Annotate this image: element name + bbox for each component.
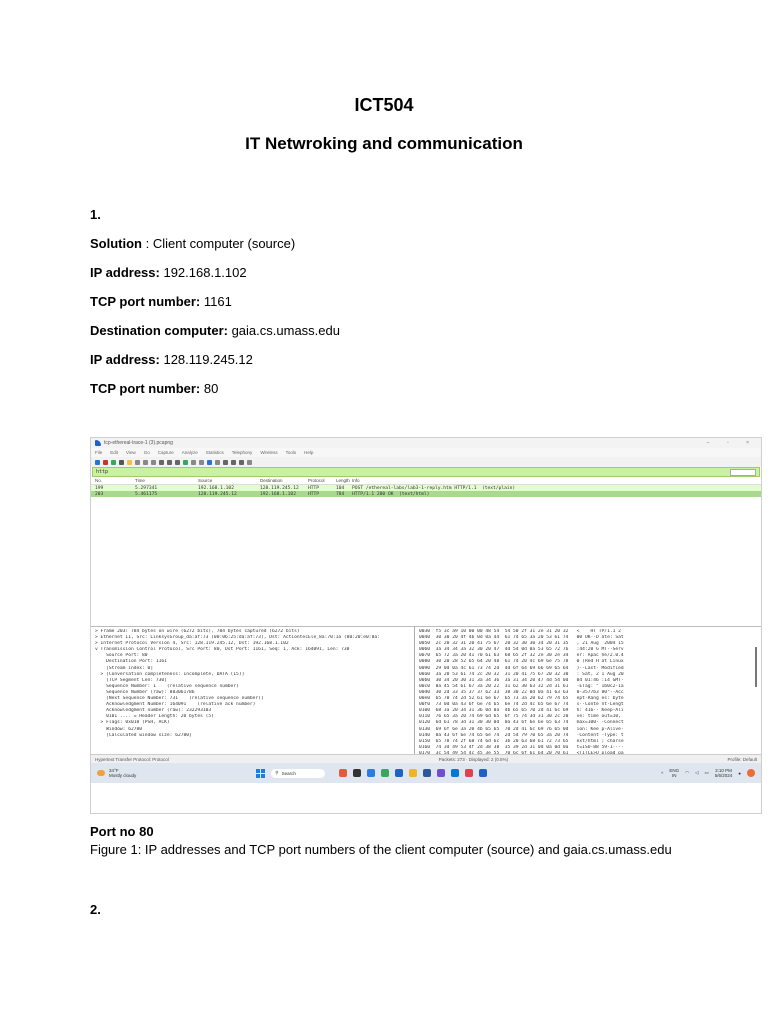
ws-toolbar	[91, 457, 761, 467]
detail-line[interactable]: Sequence Number (raw): 883061786	[95, 689, 195, 695]
line-label: IP address:	[90, 265, 160, 280]
restart-capture-icon[interactable]	[111, 460, 116, 465]
search-icon: ⚲	[275, 770, 279, 775]
go-forward-icon[interactable]	[175, 460, 180, 465]
detail-line[interactable]: [Stream index: 0]	[95, 665, 154, 671]
options-icon[interactable]	[119, 460, 124, 465]
battery-icon[interactable]: ▭	[704, 770, 709, 775]
menu-help[interactable]: Help	[304, 450, 314, 455]
packet-no: 199	[95, 485, 104, 491]
filter-apply-button[interactable]	[730, 469, 756, 476]
source-port-line	[90, 294, 232, 309]
taskbar-apps	[339, 769, 487, 777]
status-profile[interactable]: Profile: Default	[727, 756, 757, 762]
go-back-icon[interactable]	[167, 460, 172, 465]
col-length[interactable]: Length	[336, 478, 350, 483]
taskbar-search[interactable]	[271, 769, 325, 778]
destination-ip-line	[90, 352, 253, 367]
weather-desc: Mostly cloudy	[109, 773, 137, 778]
hex-line: 00e0 65 70 74 2d 52 61 6e 67 65 73 3a 20 62 79 74 65 ept-Rang es: byte	[419, 696, 624, 702]
volume-icon[interactable]: ◁	[695, 770, 699, 775]
col-time[interactable]: Time	[135, 478, 145, 483]
detail-line[interactable]: > [Conversation completeness: Incomplete, DATA (15)]	[95, 671, 245, 677]
packet-no: 203	[95, 491, 104, 497]
detail-line[interactable]: Acknowledgment number (raw): 232293103	[95, 708, 212, 714]
teams-icon[interactable]	[437, 769, 445, 777]
detail-panes	[91, 627, 761, 754]
col-source[interactable]: Source	[198, 478, 213, 483]
display-filter-bar[interactable]	[92, 467, 760, 477]
hex-line: 00c0 0a 45 54 61 67 3a 20 22 31 62 30 63 32 2d 31 61 ·ETag: " 1b0c2-1a	[419, 683, 624, 689]
packet-protocol: HTTP	[308, 491, 320, 497]
copilot-icon[interactable]	[747, 769, 755, 777]
lang-primary: ENG	[669, 768, 680, 773]
line-value: 80	[200, 381, 219, 396]
packet-destination: 128.119.245.12	[260, 485, 299, 491]
clock-date: 5/6/2024	[714, 773, 733, 778]
document-title: IT Netwroking and communication	[245, 134, 523, 153]
go-to-packet-icon[interactable]	[183, 460, 188, 465]
last-packet-icon[interactable]	[199, 460, 204, 465]
taskbar-clock[interactable]	[715, 768, 733, 778]
menu-tools[interactable]: Tools	[285, 450, 297, 455]
packet-source: 128.119.245.12	[198, 491, 237, 497]
zoom-out-icon[interactable]	[231, 460, 236, 465]
line-label: TCP port number:	[90, 294, 201, 309]
col-info[interactable]: Info	[352, 478, 360, 483]
packet-length: 784	[336, 491, 345, 497]
col-no[interactable]: No.	[95, 478, 103, 483]
task-view-icon[interactable]	[353, 769, 361, 777]
hex-line: 0060 3a 34 34 3a 32 30 20 47 4d 54 0d 0a 53 65 72 76 :44:20 G MT··Serv	[419, 647, 624, 653]
detail-line[interactable]: > Frame 203: 784 bytes on wire (6272 bits), 784 bytes captured (6272 bits)	[95, 629, 300, 634]
packet-list-header	[91, 477, 761, 485]
line-value: 128.119.245.12	[159, 352, 253, 367]
display-filter-input[interactable]: http	[96, 469, 109, 475]
lang-secondary: IN	[671, 773, 677, 778]
zoom-in-icon[interactable]	[223, 460, 228, 465]
detail-line[interactable]: Destination Port: 1161	[95, 659, 167, 665]
window-controls[interactable]: – ▫ ×	[706, 440, 757, 446]
hex-line: 0140 0a 43 6f 6e 74 65 6e 74 2d 54 79 70 65 3a 20 74 ·Content -Type: t	[419, 732, 624, 738]
packet-destination: 192.168.1.102	[260, 491, 296, 497]
question-1-label: 1.	[90, 207, 101, 222]
wireshark-screenshot	[90, 437, 762, 814]
detail-line[interactable]: > Internet Protocol Version 4, Src: 128.119.245.12, Dst: 192.168.1.102	[95, 641, 289, 647]
hex-line: 00b0 30 34 20 30 31 3a 34 36 3a 31 34 20 47 4d 54 0d 04 01:46 :14 GMT·	[419, 677, 624, 683]
question-2-label: 2.	[90, 902, 101, 917]
hex-line: 0040 30 30 20 4f 4b 0d 0a 44 61 74 65 3a 20 53 61 74 00 OK··D ate: Sat	[419, 635, 624, 641]
notification-bell-icon[interactable]: ●	[738, 770, 741, 776]
packet-details-pane[interactable]	[91, 627, 415, 754]
clock-time: 3:10 PM	[715, 768, 732, 773]
search-label: Search	[281, 770, 296, 776]
figure-caption: Figure 1: IP addresses and TCP port numbers of the client computer (source) and gaia.cs.umass.edu	[90, 842, 672, 857]
bytes-scrollbar[interactable]	[755, 647, 757, 687]
weather-widget[interactable]	[109, 768, 136, 778]
line-value: : Client computer (source)	[142, 236, 296, 251]
menu-analyze[interactable]: Analyze	[181, 450, 198, 455]
hex-line: 0100 68 3a 20 34 31 36 0d 0a 4b 65 65 70 2d 41 6c 69 h: 416·· Keep-Ali	[419, 708, 624, 714]
menu-wireless[interactable]: Wireless	[260, 450, 278, 455]
hex-line: 0150 65 78 74 2f 68 74 6d 6c 3b 20 63 68 61 72 73 65 ext/html ; charse	[419, 738, 624, 744]
chrome-icon[interactable]	[381, 769, 389, 777]
app-icon[interactable]	[367, 769, 375, 777]
colorize-icon[interactable]	[215, 460, 220, 465]
status-protocol: Hypertext Transfer Protocol: Protocol	[95, 756, 169, 762]
hex-line: 0090 29 0d 0a 4c 61 73 74 2d 4d 6f 64 69 66 69 65 64 )··Last- Modified	[419, 665, 624, 671]
stop-capture-icon[interactable]	[103, 460, 108, 465]
line-label: Solution	[90, 236, 142, 251]
solution-line	[90, 236, 295, 251]
destination-line	[90, 323, 340, 338]
close-file-icon[interactable]	[143, 460, 148, 465]
windows-taskbar	[91, 763, 761, 783]
wifi-icon[interactable]: ◠	[685, 770, 690, 775]
line-value: 192.168.1.102	[159, 265, 247, 280]
hex-line: 0160 74 3d 49 53 4f 2d 38 38 35 39 2d 31 0d 0a 0d 0a t=ISO-88 59-1····	[419, 744, 624, 750]
menu-telephony[interactable]: Telephony	[231, 450, 253, 455]
menu-file[interactable]: File	[95, 450, 103, 455]
detail-line[interactable]: Source Port: 80	[95, 653, 148, 659]
menu-statistics[interactable]: Statistics	[205, 450, 224, 455]
line-label: IP address:	[90, 352, 160, 367]
line-value: gaia.cs.umass.edu	[227, 323, 340, 338]
first-packet-icon[interactable]	[191, 460, 196, 465]
system-tray	[661, 768, 755, 778]
line-value: 1161	[200, 294, 232, 309]
packet-source: 192.168.1.102	[198, 485, 234, 491]
menu-capture[interactable]: Capture	[157, 450, 174, 455]
detail-line[interactable]: > Ethernet II, Src: LinksysGroup_da:af:73 (00:06:25:da:af:73), Dst: ActiontecEle_8a:70:1a (00:20:e0:8a:	[95, 635, 380, 641]
hex-line: 00a0 3a 20 53 61 74 2c 20 32 31 20 41 75 67 20 32 30 : Sat, 2 1 Aug 20	[419, 671, 624, 677]
detail-line[interactable]: 0101 .... = Header Length: 20 bytes (5)	[95, 714, 214, 720]
autoscroll-icon[interactable]	[207, 460, 212, 465]
course-code: ICT504	[354, 95, 414, 115]
ws-menubar	[91, 448, 761, 457]
detail-line[interactable]: [Next Sequence Number: 731 (relative sequence number)]	[95, 696, 264, 702]
ws-statusbar	[91, 754, 761, 763]
detail-line[interactable]: Window: 62780	[95, 726, 143, 732]
tray-chevron-icon[interactable]: ^	[661, 770, 664, 776]
ws-window-title: tcp-ethereal-trace-1 (3).pcapng	[104, 440, 173, 446]
detail-line[interactable]: [Calculated window size: 62780]	[95, 732, 192, 738]
hex-line: 0070 65 72 3a 20 41 70 61 63 68 65 2f 32 2e 30 2e 34 er: Apac he/2.0.4	[419, 653, 624, 659]
windows-start-icon[interactable]	[256, 769, 265, 778]
normal-size-icon[interactable]	[239, 460, 244, 465]
destination-port-line	[90, 381, 218, 396]
hex-line: 00d0 30 2d 33 35 37 37 62 33 38 30 22 0d 0a 41 63 63 0-3577b3 80"··Acc	[419, 689, 624, 695]
detail-line[interactable]: Acknowledgment Number: 164091 (relative ack number)	[95, 702, 256, 708]
resize-columns-icon[interactable]	[247, 460, 252, 465]
detail-line[interactable]: > Flags: 0x018 (PSH, ACK)	[95, 720, 170, 726]
edge-icon[interactable]	[395, 769, 403, 777]
start-capture-icon[interactable]	[95, 460, 100, 465]
menu-edit[interactable]: Edit	[110, 450, 119, 455]
detail-line[interactable]: Sequence Number: 1 (relative sequence number)	[95, 683, 239, 689]
language-indicator[interactable]	[669, 768, 679, 778]
detail-line[interactable]: [TCP Segment Len: 730]	[95, 677, 167, 683]
source-ip-line	[90, 265, 247, 280]
word-icon[interactable]	[423, 769, 431, 777]
widgets-icon[interactable]	[339, 769, 347, 777]
save-file-icon[interactable]	[135, 460, 140, 465]
col-protocol[interactable]: Protocol	[308, 478, 325, 483]
packet-protocol: HTTP	[308, 485, 320, 491]
hex-line: 00f0 73 0d 0a 43 6f 6e 74 65 6e 74 2d 4c 65 6e 67 74 s··Conte nt-Lengt	[419, 702, 624, 708]
reload-icon[interactable]	[151, 460, 156, 465]
weather-icon	[97, 770, 105, 776]
packet-length: 104	[336, 485, 345, 491]
packet-time: 5.297341	[135, 485, 158, 491]
packet-info: HTTP/1.1 200 OK (text/html)	[352, 491, 430, 497]
line-label: TCP port number:	[90, 381, 201, 396]
line-label: Destination computer:	[90, 323, 228, 338]
open-file-icon[interactable]	[127, 460, 132, 465]
menu-view[interactable]: View	[126, 450, 136, 455]
wireshark-fin-icon	[95, 440, 101, 446]
hex-line: 0080 30 20 28 52 65 64 20 48 61 74 20 4c 69 6e 75 78 0 (Red H at Linux	[419, 659, 624, 665]
detail-line[interactable]: v Transmission Control Protocol, Src Port: 80, Dst Port: 1161, Seq: 1, Ack: 164091, Len: 730	[95, 647, 350, 653]
file-explorer-icon[interactable]	[409, 769, 417, 777]
status-packets: Packets: 273 · Displayed: 2 (0.5%)	[438, 756, 509, 762]
packet-list-empty-area[interactable]	[91, 497, 761, 627]
hex-line: 0050 2c 20 32 31 20 41 75 67 20 32 30 30 34 20 31 35 , 21 Aug 2004 15	[419, 641, 624, 647]
port-number-note: Port no 80	[90, 824, 154, 839]
hex-line: 0170 3c 54 49 54 4c 45 3e 55 70 6c 6f 61 64 20 70 61 <TITLE>U pload pa	[419, 750, 624, 754]
packet-time: 5.461175	[135, 491, 158, 497]
ws-titlebar	[91, 438, 761, 448]
menu-go[interactable]: Go	[143, 450, 150, 455]
col-destination[interactable]: Destination	[260, 478, 283, 483]
store-icon[interactable]	[451, 769, 459, 777]
hex-line: 0030 f5 3c a9 10 00 00 48 54 54 50 2f 31 2e 31 20 32 < HT TP/1.1 2	[419, 629, 621, 634]
wireshark-taskbar-icon[interactable]	[479, 769, 487, 777]
weather-temp: 34°F	[109, 768, 119, 773]
packet-info: POST /ethereal-labs/lab3-1-reply.htm HTTP/1.1 (text/plain)	[352, 485, 516, 491]
hex-line: 0110 76 65 3a 20 74 69 6d 65 6f 75 74 3d 31 30 2c 20 ve: time out=10,	[419, 714, 624, 720]
packet-bytes-pane[interactable]	[415, 627, 761, 754]
hex-line: 0130 69 6f 6e 3a 20 4b 65 65 70 2d 41 6c 69 76 65 0d ion: Kee p-Alive·	[419, 726, 624, 732]
hex-line: 0120 6d 61 78 3d 31 30 30 0d 0a 43 6f 6e 6e 65 63 74 max=100· ·Connect	[419, 720, 624, 726]
photos-icon[interactable]	[465, 769, 473, 777]
find-packet-icon[interactable]	[159, 460, 164, 465]
